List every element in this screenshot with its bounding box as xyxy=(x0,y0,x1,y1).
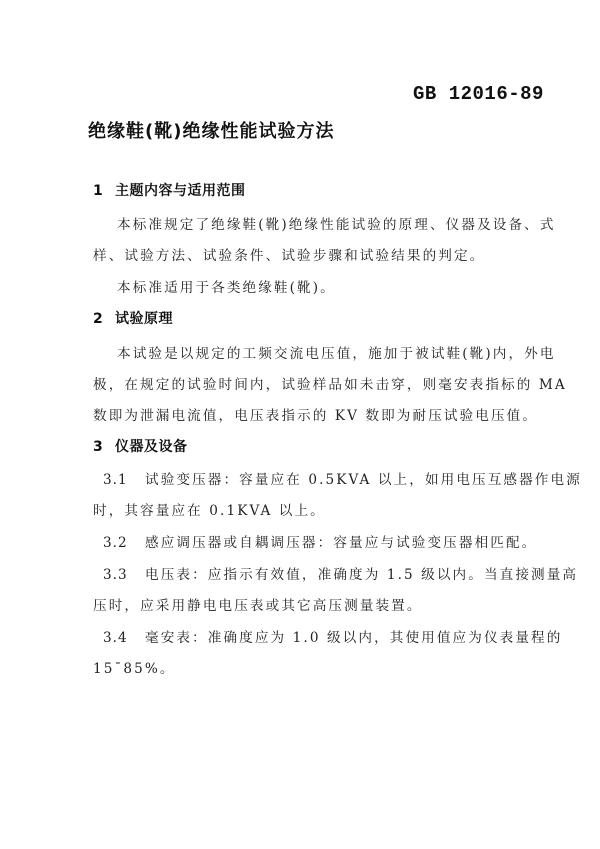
clause-number: 3.4 xyxy=(103,630,128,646)
clause-text: 毫安表：准确度应为 1.0 级以内，其使用值应为仪表量程的 xyxy=(145,630,563,646)
clause-3-1 xyxy=(103,468,582,488)
paragraph-line: 本试验是以规定的工频交流电压值，施加于被试鞋(靴)内，外电 xyxy=(117,346,556,362)
paragraph-line: 本标准适用于各类绝缘鞋(靴)。 xyxy=(117,280,336,296)
section-heading-text: 试验原理 xyxy=(115,311,173,327)
paragraph-line: 极，在规定的试验时间内，试验样品如未击穿，则毫安表指标的 MA xyxy=(93,377,567,393)
clause-3-2 xyxy=(103,531,537,551)
paragraph-line: 15¯85%。 xyxy=(93,661,176,677)
document-title: 绝缘鞋(靴)绝缘性能试验方法 xyxy=(88,121,335,142)
section-1-heading xyxy=(93,180,246,200)
section-heading-text: 仪器及设备 xyxy=(115,439,188,455)
clause-number: 3.1 xyxy=(103,472,128,488)
section-heading-text: 主题内容与适用范围 xyxy=(115,183,246,199)
section-number: 2 xyxy=(93,311,104,327)
section-number: 1 xyxy=(93,183,104,199)
paragraph-line: 样、试验方法、试验条件、试验步骤和试验结果的判定。 xyxy=(93,248,486,264)
section-3-heading xyxy=(93,436,188,456)
clause-text: 感应调压器或自耦调压器：容量应与试验变压器相匹配。 xyxy=(145,535,538,551)
clause-3-3 xyxy=(103,563,578,583)
paragraph-line: 时，其容量应在 0.1KVA 以上。 xyxy=(93,503,326,519)
section-2-heading xyxy=(93,308,173,328)
paragraph-line: 压时，应采用静电电压表或其它高压测量装置。 xyxy=(93,598,423,614)
paragraph-line: 数即为泄漏电流值，电压表指示的 KV 数即为耐压试验电压值。 xyxy=(93,408,539,424)
clause-number: 3.3 xyxy=(103,567,128,583)
clause-text: 电压表：应指示有效值，准确度为 1.5 级以内。当直接测量高 xyxy=(145,567,579,583)
clause-3-4 xyxy=(103,626,562,646)
section-number: 3 xyxy=(93,439,104,455)
clause-number: 3.2 xyxy=(103,535,128,551)
paragraph-line: 本标准规定了绝缘鞋(靴)绝缘性能试验的原理、仪器及设备、式 xyxy=(117,217,556,233)
clause-text: 试验变压器：容量应在 0.5KVA 以上，如用电压互感器作电源 xyxy=(145,472,582,488)
standard-code: GB 12016-89 xyxy=(413,83,544,105)
